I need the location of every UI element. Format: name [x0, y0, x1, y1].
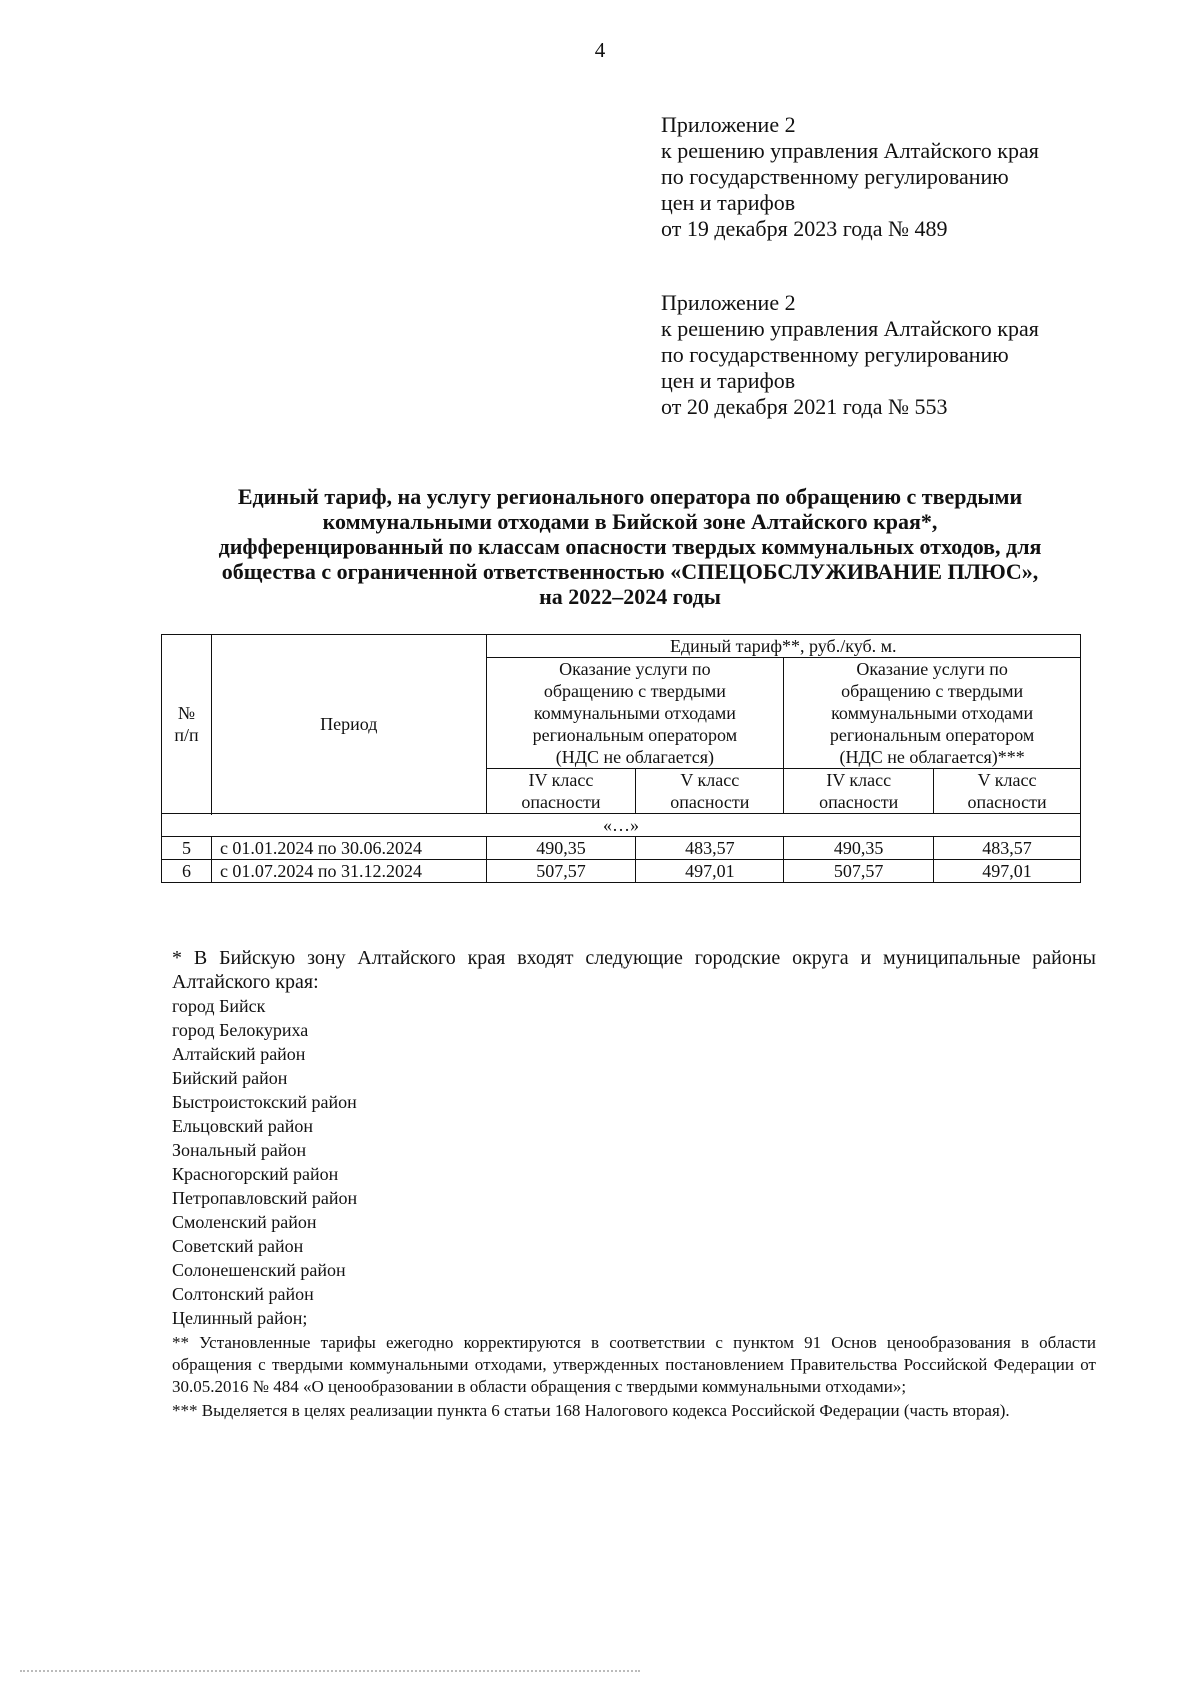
annex-line: от 19 декабря 2023 года № 489 — [661, 216, 948, 241]
header-text: обращению с твердыми — [841, 681, 1024, 701]
tariff-table — [161, 634, 1081, 883]
tariff-value: 497,01 — [636, 860, 784, 883]
list-item: Бийский район — [172, 1068, 288, 1088]
header-text: коммунальными отходами — [831, 703, 1034, 723]
list-item: Смоленский район — [172, 1212, 317, 1232]
list-item: Солонешенский район — [172, 1260, 346, 1280]
annex-line: цен и тарифов — [661, 368, 796, 393]
footnote-star-2: ** Установленные тарифы ежегодно корректируются в соответствии с пунктом 91 Основ ценообразования в области обращения с твердыми коммунальными отходами, утвержденных постановлением Правительства Российской Федерации от 30.05.2016 № 484 «О ценообразовании в области обращения с твердыми коммунальными отходами»; — [172, 1333, 1096, 1396]
document-title — [150, 484, 1110, 609]
header-text: региональным оператором — [532, 725, 738, 745]
ellipsis-cell: «…» — [162, 814, 1081, 837]
footnote-star-1: * В Бийскую зону Алтайского края входят следующие городские округа и муниципальные районы Алтайского края: — [172, 947, 1096, 993]
list-item: Петропавловский район — [172, 1188, 358, 1208]
title-line: Единый тариф, на услугу регионального оператора по обращению с твердыми — [237, 484, 1023, 509]
header-text: региональным оператором — [829, 725, 1035, 745]
header-text: Оказание услуги по — [559, 659, 711, 679]
list-item: Красногорский район — [172, 1164, 339, 1184]
header-text: коммунальными отходами — [533, 703, 736, 723]
footnote-star-3: *** Выделяется в целях реализации пункта 6 статьи 168 Налогового кодекса Российской Федерации (часть вторая). — [172, 1401, 1010, 1420]
annex-line: цен и тарифов — [661, 190, 796, 215]
class-v-header — [934, 769, 1081, 814]
header-text: IV класс — [528, 770, 594, 790]
service-group-2-header — [784, 658, 1081, 769]
annex-line: от 20 декабря 2021 года № 553 — [661, 394, 948, 419]
tariff-value: 490,35 — [486, 837, 636, 860]
list-item: Быстроистокский район — [172, 1092, 357, 1112]
tariff-value: 507,57 — [784, 860, 934, 883]
tariff-value: 490,35 — [784, 837, 934, 860]
class-v-header — [636, 769, 784, 814]
list-item: Солтонский район — [172, 1284, 314, 1304]
title-line: дифференцированный по классам опасности твердых коммунальных отходов, для — [218, 534, 1042, 559]
annex-line: по государственному регулированию — [661, 164, 1009, 189]
tariff-value: 497,01 — [934, 860, 1081, 883]
header-text: IV класс — [826, 770, 892, 790]
annex-line: Приложение 2 — [661, 112, 796, 137]
district-list — [172, 994, 1096, 1330]
header-text: (НДС не облагается) — [555, 747, 715, 767]
footnotes — [172, 946, 1096, 1422]
list-item: Целинный район; — [172, 1308, 308, 1328]
annex-header-new — [661, 112, 1141, 242]
page-number: 4 — [594, 38, 606, 62]
list-item: Советский район — [172, 1236, 304, 1256]
header-text: опасности — [819, 792, 899, 812]
annex-header-old — [661, 290, 1141, 420]
list-item: город Бийск — [172, 996, 266, 1016]
header-text: Оказание услуги по — [856, 659, 1008, 679]
header-text: опасности — [521, 792, 601, 812]
annex-line: к решению управления Алтайского края — [661, 138, 1039, 163]
header-text: V класс — [680, 770, 740, 790]
tariff-value: 483,57 — [934, 837, 1081, 860]
col-period-header: Период — [211, 635, 486, 814]
table-row — [162, 860, 1081, 883]
tariff-group-header: Единый тариф**, руб./куб. м. — [486, 635, 1080, 658]
ellipsis-row — [162, 814, 1081, 837]
list-item: Алтайский район — [172, 1044, 306, 1064]
header-text: № — [177, 703, 196, 723]
list-item: Ельцовский район — [172, 1116, 313, 1136]
class-iv-header — [486, 769, 636, 814]
list-item: Зональный район — [172, 1140, 307, 1160]
class-iv-header — [784, 769, 934, 814]
row-period: с 01.01.2024 по 30.06.2024 — [211, 837, 486, 860]
header-text: (НДС не облагается)*** — [839, 747, 1025, 767]
annex-line: Приложение 2 — [661, 290, 796, 315]
row-number: 6 — [162, 860, 212, 883]
service-group-1-header — [486, 658, 784, 769]
tariff-value: 507,57 — [486, 860, 636, 883]
header-text: опасности — [967, 792, 1047, 812]
header-text: обращению с твердыми — [543, 681, 726, 701]
tariff-value: 483,57 — [636, 837, 784, 860]
annex-line: к решению управления Алтайского края — [661, 316, 1039, 341]
title-line: на 2022–2024 годы — [539, 584, 721, 609]
table-header-row — [162, 635, 1081, 658]
title-line: коммунальными отходами в Бийской зоне Алтайского края*, — [322, 509, 938, 534]
header-text: п/п — [174, 725, 199, 745]
col-number-header — [162, 635, 212, 814]
header-text: опасности — [670, 792, 750, 812]
title-line: общества с ограниченной ответственностью «СПЕЦОБСЛУЖИВАНИЕ ПЛЮС», — [221, 559, 1039, 584]
list-item: город Белокуриха — [172, 1020, 309, 1040]
row-period: с 01.07.2024 по 31.12.2024 — [211, 860, 486, 883]
annex-line: по государственному регулированию — [661, 342, 1009, 367]
row-number: 5 — [162, 837, 212, 860]
header-text: V класс — [977, 770, 1037, 790]
table-row — [162, 837, 1081, 860]
scan-artifact-line — [20, 1670, 640, 1675]
